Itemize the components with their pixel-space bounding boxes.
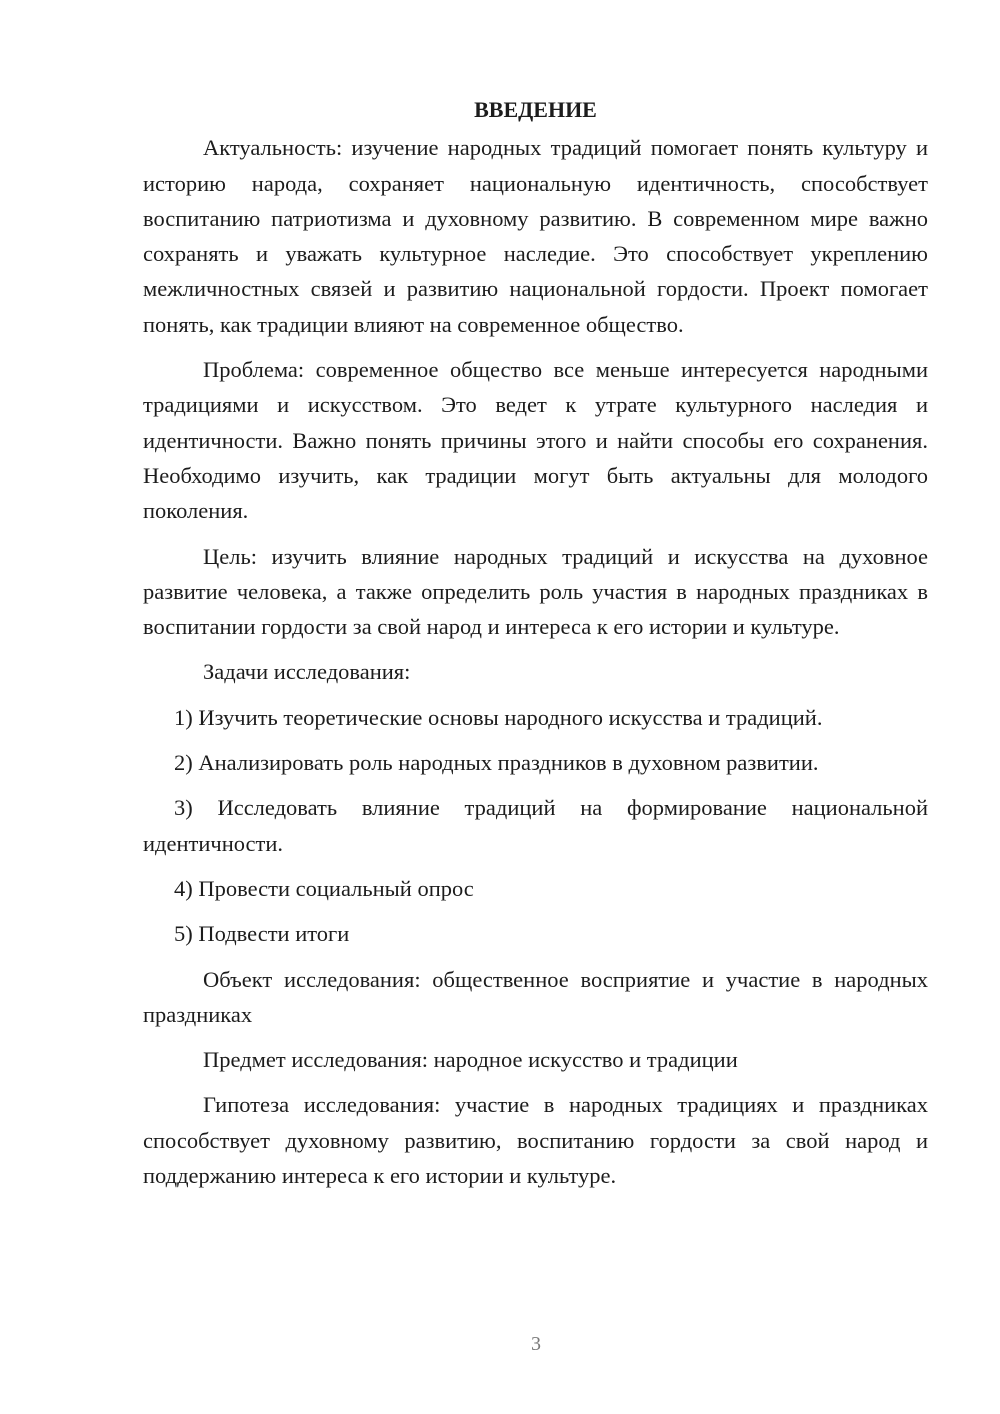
relevance-paragraph: Актуальность: изучение народных традиций помогает понять культуру и историю народа, сохраняет национальную идентичность, способствует воспитанию патриотизма и духовному развитию. В современном мире важно сохранять и уважать культурное наследие. Это способствует укреплению межличностных связей и развитию национальной гордости. Проект помогает понять, как традиции влияют на современное общество. <box>143 135 928 337</box>
page-content <box>143 92 928 1203</box>
task-item-5: 5) Подвести итоги <box>174 921 350 947</box>
tasks-heading: Задачи исследования: <box>203 659 411 685</box>
goal-paragraph: Цель: изучить влияние народных традиций и искусства на духовное развитие человека, а также определить роль участия в народных праздниках в воспитании гордости за свой народ и интереса к его истории и культуре. <box>143 543 928 640</box>
task-item-3: 3) Исследовать влияние традиций на формирование национальной идентичности. <box>143 795 928 856</box>
subject-paragraph: Предмет исследования: народное искусство и традиции <box>203 1047 738 1073</box>
problem-paragraph: Проблема: современное общество все меньше интересуется народными традициями и искусством. Это ведет к утрате культурного наследия и идентичности. Важно понять причины этого и найти способы его сохранения. Необходимо изучить, как традиции могут быть актуальны для молодого поколения. <box>143 357 928 524</box>
page-number: 3 <box>531 1333 541 1355</box>
hypothesis-paragraph: Гипотеза исследования: участие в народных традициях и праздниках способствует духовному развитию, воспитанию гордости за свой народ и поддержанию интереса к его истории и культуре. <box>143 1092 928 1189</box>
task-item-2: 2) Анализировать роль народных праздников в духовном развитии. <box>174 750 819 776</box>
task-item-4: 4) Провести социальный опрос <box>174 875 474 901</box>
page-title: ВВЕДЕНИЕ <box>474 97 597 122</box>
object-paragraph: Объект исследования: общественное восприятие и участие в народных праздниках <box>143 966 928 1027</box>
task-item-1: 1) Изучить теоретические основы народного искусства и традиций. <box>174 704 823 730</box>
